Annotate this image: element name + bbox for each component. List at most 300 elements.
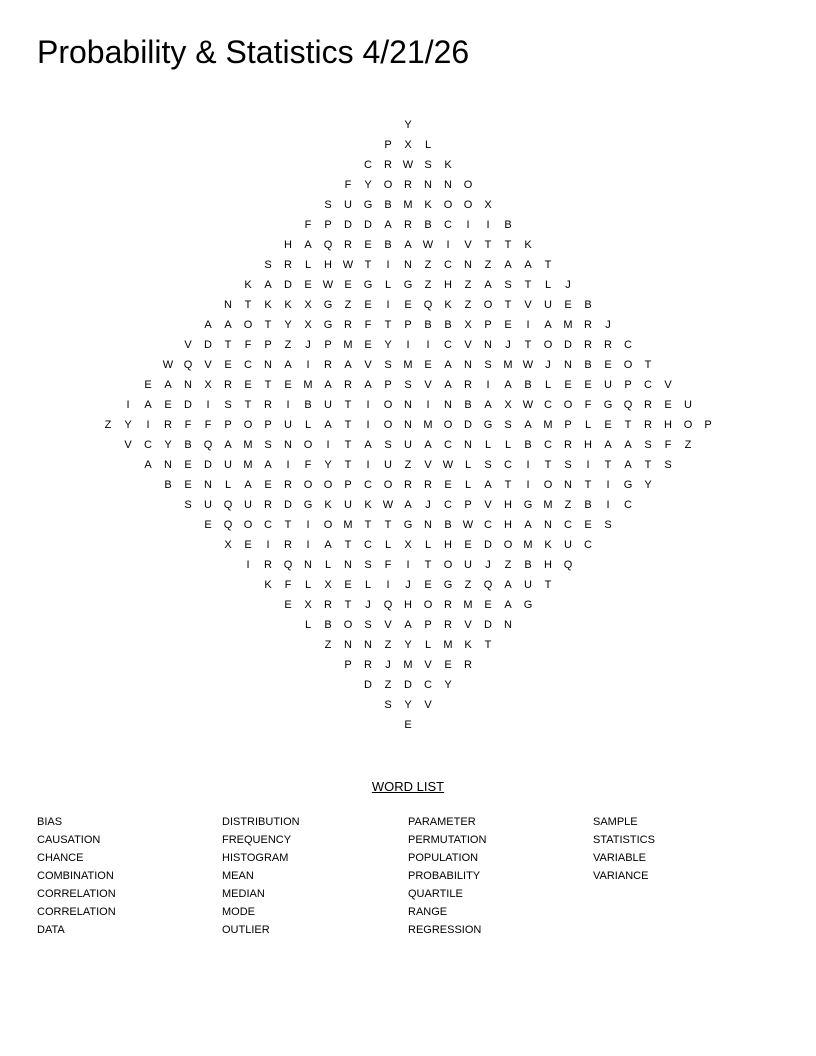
grid-letter: C [544,399,552,411]
grid-letter: Z [464,279,472,291]
grid-letter: E [344,579,352,591]
word-list-item: REGRESSION [408,924,482,936]
grid-letter: Z [404,459,412,471]
grid-letter: K [324,499,332,511]
grid-letter: J [305,339,311,351]
grid-letter: W [322,279,334,291]
grid-letter: I [246,559,250,571]
grid-letter: J [605,319,611,331]
grid-letter: S [224,399,232,411]
grid-letter: C [624,499,632,511]
grid-letter: A [504,379,512,391]
grid-letter: N [464,259,472,271]
grid-letter: G [303,499,313,511]
grid-letter: T [264,319,272,331]
grid-letter: Y [404,639,412,651]
grid-letter: V [204,359,212,371]
grid-letter: O [423,599,433,611]
grid-letter: P [344,479,352,491]
grid-letter: E [584,519,592,531]
grid-letter: I [386,579,390,591]
grid-letter: O [383,179,393,191]
grid-letter: A [504,259,512,271]
grid-letter: Z [684,439,692,451]
grid-letter: I [386,259,390,271]
grid-letter: V [464,619,472,631]
grid-letter: W [442,459,454,471]
grid-letter: A [324,419,332,431]
word-list-item: MEDIAN [222,888,265,900]
grid-letter: Z [384,679,392,691]
grid-letter: E [604,359,612,371]
grid-letter: A [244,479,252,491]
grid-letter: N [464,439,472,451]
grid-letter: U [344,499,352,511]
grid-letter: Z [284,339,292,351]
grid-letter: R [364,659,372,671]
grid-letter: E [344,279,352,291]
grid-letter: O [323,479,333,491]
grid-letter: Q [623,399,633,411]
grid-letter: R [344,379,352,391]
grid-letter: T [344,599,352,611]
grid-letter: S [424,159,432,171]
grid-letter: V [424,699,432,711]
grid-letter: L [304,579,312,591]
grid-letter: S [384,359,392,371]
grid-letter: A [304,239,312,251]
grid-letter: H [584,439,592,451]
grid-letter: B [524,379,532,391]
grid-letter: A [224,319,232,331]
word-list-column-1 [37,815,217,941]
grid-letter: V [424,379,432,391]
grid-letter: P [264,419,272,431]
grid-letter: P [404,319,412,331]
grid-letter: T [344,539,352,551]
grid-letter: X [464,319,472,331]
grid-letter: V [424,659,432,671]
grid-letter: M [243,439,253,451]
grid-letter: W [422,239,434,251]
grid-letter: H [444,279,452,291]
word-list-item: CAUSATION [37,834,101,846]
grid-letter: M [403,199,413,211]
grid-letter: D [204,339,212,351]
grid-letter: G [323,299,333,311]
grid-letter: T [644,459,652,471]
grid-letter: B [424,319,432,331]
grid-letter: I [326,439,330,451]
grid-letter: Q [383,599,393,611]
grid-letter: V [424,459,432,471]
grid-letter: E [244,539,252,551]
grid-letter: E [204,519,212,531]
word-list-item: FREQUENCY [222,834,292,846]
grid-letter: G [483,419,493,431]
grid-letter: L [384,279,392,291]
grid-letter: Z [504,559,512,571]
grid-letter: A [364,439,372,451]
grid-letter: A [484,479,492,491]
grid-letter: I [366,459,370,471]
grid-letter: S [664,459,672,471]
grid-letter: A [484,399,492,411]
grid-letter: Z [484,259,492,271]
grid-letter: E [444,659,452,671]
grid-letter: R [404,219,412,231]
grid-letter: V [664,379,672,391]
grid-letter: P [424,619,432,631]
grid-letter: Z [564,499,572,511]
grid-letter: S [384,439,392,451]
grid-letter: T [384,319,392,331]
grid-letter: R [584,339,592,351]
grid-letter: T [484,639,492,651]
grid-letter: X [304,319,312,331]
grid-letter: S [604,519,612,531]
grid-letter: I [126,399,130,411]
grid-letter: K [284,299,292,311]
page-title: Probability & Statistics 4/21/26 [37,34,470,70]
grid-letter: G [363,199,373,211]
grid-letter: L [464,479,472,491]
word-list-item: PERMUTATION [408,834,487,846]
grid-letter: E [364,239,372,251]
grid-letter: P [324,339,332,351]
grid-letter: D [564,339,572,351]
word-list-item: RANGE [408,906,448,918]
grid-letter: A [524,259,532,271]
grid-letter: B [324,619,332,631]
word-list-column-3 [408,815,588,941]
grid-letter: N [364,639,372,651]
grid-letter: I [586,459,590,471]
grid-letter: R [284,479,292,491]
grid-letter: V [524,299,532,311]
word-list-item: STATISTICS [593,834,655,846]
grid-letter: R [264,559,272,571]
grid-letter: T [344,439,352,451]
grid-letter: M [523,539,533,551]
grid-letter: I [486,219,490,231]
grid-letter: N [264,359,272,371]
grid-letter: N [504,619,512,631]
grid-letter: O [443,559,453,571]
grid-letter: S [484,459,492,471]
grid-letter: N [224,299,232,311]
grid-letter: R [644,419,652,431]
grid-letter: P [564,419,572,431]
grid-letter: I [306,519,310,531]
grid-letter: T [544,579,552,591]
grid-letter: F [584,399,592,411]
grid-letter: B [524,559,532,571]
grid-letter: I [606,479,610,491]
grid-letter: S [364,559,372,571]
grid-letter: A [144,459,152,471]
grid-letter: E [484,599,492,611]
grid-letter: C [444,259,452,271]
grid-letter: U [404,439,412,451]
grid-letter: Q [323,239,333,251]
grid-letter: R [644,399,652,411]
grid-letter: U [464,559,472,571]
grid-letter: T [244,399,252,411]
grid-letter: S [504,279,512,291]
grid-letter: K [264,299,272,311]
grid-letter: D [364,219,372,231]
grid-letter: K [464,639,472,651]
grid-letter: G [443,579,453,591]
grid-letter: L [544,379,552,391]
word-list-item: PROBABILITY [408,870,481,882]
grid-letter: I [526,459,530,471]
grid-letter: E [304,279,312,291]
word-list-item: CORRELATION [37,906,116,918]
grid-letter: O [323,519,333,531]
grid-letter: Y [164,439,172,451]
grid-letter: O [243,319,253,331]
word-list-item: VARIABLE [593,852,646,864]
grid-letter: M [543,419,553,431]
grid-letter: T [344,459,352,471]
grid-letter: K [444,159,452,171]
grid-letter: D [464,419,472,431]
grid-letter: G [323,319,333,331]
grid-letter: O [563,399,573,411]
grid-letter: M [403,359,413,371]
grid-letter: K [424,199,432,211]
grid-letter: X [204,379,212,391]
grid-letter: S [384,699,392,711]
grid-letter: L [224,479,232,491]
grid-letter: R [264,399,272,411]
grid-letter: N [564,359,572,371]
grid-letter: S [644,439,652,451]
grid-letter: A [344,359,352,371]
word-list-item: DISTRIBUTION [222,816,300,828]
grid-letter: B [584,359,592,371]
grid-letter: P [704,419,712,431]
grid-letter: R [444,619,452,631]
grid-letter: Y [444,679,452,691]
grid-letter: A [284,359,292,371]
grid-letter: R [564,439,572,451]
grid-letter: G [623,479,633,491]
grid-letter: A [404,239,412,251]
grid-letter: M [343,339,353,351]
grid-letter: M [443,639,453,651]
grid-letter: B [584,499,592,511]
grid-letter: D [204,459,212,471]
grid-letter: U [324,399,332,411]
grid-letter: T [484,239,492,251]
grid-letter: B [444,519,452,531]
grid-letter: S [484,359,492,371]
grid-letter: L [584,419,592,431]
grid-letter: L [464,459,472,471]
word-list-item: MODE [222,906,255,918]
grid-letter: E [264,479,272,491]
grid-letter: I [526,479,530,491]
grid-letter: C [244,359,252,371]
grid-letter: D [484,619,492,631]
grid-letter: U [284,419,292,431]
grid-letter: L [484,439,492,451]
grid-letter: R [464,659,472,671]
word-list-item: CORRELATION [37,888,116,900]
grid-letter: I [306,539,310,551]
grid-letter: G [363,279,373,291]
grid-letter: O [463,199,473,211]
grid-letter: I [146,419,150,431]
grid-letter: X [504,399,512,411]
grid-letter: F [284,579,292,591]
grid-letter: U [224,459,232,471]
grid-letter: G [603,399,613,411]
grid-letter: A [364,379,372,391]
grid-letter: M [463,599,473,611]
grid-letter: A [524,519,532,531]
grid-letter: D [344,219,352,231]
grid-letter: O [463,179,473,191]
grid-letter: D [364,679,372,691]
grid-letter: Q [483,579,493,591]
word-list-item: QUARTILE [408,888,463,900]
grid-letter: J [505,339,511,351]
grid-letter: T [504,299,512,311]
grid-letter: G [523,499,533,511]
grid-letter: W [382,499,394,511]
grid-letter: C [364,539,372,551]
grid-letter: F [664,439,672,451]
word-list-item: CHANCE [37,852,84,864]
grid-letter: M [343,519,353,531]
grid-letter: J [425,499,431,511]
grid-letter: N [544,519,552,531]
grid-letter: I [306,359,310,371]
grid-letter: J [385,659,391,671]
grid-letter: B [424,219,432,231]
grid-letter: A [404,619,412,631]
grid-letter: N [344,559,352,571]
grid-letter: A [324,379,332,391]
grid-letter: I [606,499,610,511]
grid-letter: B [384,199,392,211]
grid-letter: R [224,379,232,391]
grid-letter: I [526,319,530,331]
grid-letter: R [384,159,392,171]
grid-letter: N [164,459,172,471]
grid-letter: A [624,459,632,471]
grid-letter: E [564,379,572,391]
grid-letter: B [464,399,472,411]
word-list-item: DATA [37,924,65,936]
grid-letter: N [564,479,572,491]
grid-letter: W [162,359,174,371]
grid-letter: Y [284,319,292,331]
grid-letter: C [644,379,652,391]
grid-letter: H [404,599,412,611]
grid-letter: E [564,299,572,311]
grid-letter: C [624,339,632,351]
grid-letter: K [244,279,252,291]
grid-letter: C [484,519,492,531]
grid-letter: L [304,259,312,271]
grid-letter: T [504,479,512,491]
grid-letter: C [444,499,452,511]
grid-letter: H [504,519,512,531]
grid-letter: E [424,579,432,591]
grid-letter: A [384,219,392,231]
grid-letter: B [504,219,512,231]
grid-letter: Y [384,339,392,351]
grid-letter: A [404,499,412,511]
grid-letter: D [404,679,412,691]
grid-letter: W [462,519,474,531]
grid-letter: T [544,459,552,471]
grid-letter: X [304,599,312,611]
grid-letter: I [466,219,470,231]
word-list-item: PARAMETER [408,816,476,828]
grid-letter: M [423,419,433,431]
grid-letter: I [366,419,370,431]
grid-letter: X [404,539,412,551]
grid-letter: O [483,299,493,311]
grid-letter: O [503,539,513,551]
grid-letter: P [484,319,492,331]
grid-letter: C [544,439,552,451]
grid-letter: T [264,379,272,391]
grid-letter: X [304,299,312,311]
grid-letter: B [304,399,312,411]
grid-letter: A [204,319,212,331]
grid-letter: S [264,259,272,271]
grid-letter: P [344,659,352,671]
grid-letter: F [364,319,372,331]
grid-letter: R [464,379,472,391]
grid-letter: U [244,499,252,511]
grid-letter: V [364,359,372,371]
grid-letter: W [402,159,414,171]
grid-letter: U [384,459,392,471]
grid-letter: I [446,239,450,251]
grid-letter: K [544,539,552,551]
grid-letter: N [484,339,492,351]
word-list-item: OUTLIER [222,924,270,936]
grid-letter: U [684,399,692,411]
grid-letter: V [384,619,392,631]
grid-letter: B [164,479,172,491]
grid-letter: N [404,399,412,411]
grid-letter: O [343,619,353,631]
word-list-item: VARIANCE [593,870,649,882]
grid-letter: A [444,359,452,371]
grid-letter: Q [563,559,573,571]
grid-letter: C [504,459,512,471]
grid-letter: T [504,239,512,251]
grid-letter: B [584,299,592,311]
grid-letter: J [365,599,371,611]
grid-letter: L [384,539,392,551]
grid-letter: T [524,279,532,291]
grid-letter: E [444,479,452,491]
grid-letter: V [184,339,192,351]
grid-letter: A [504,599,512,611]
grid-letter: E [664,399,672,411]
grid-letter: T [224,339,232,351]
